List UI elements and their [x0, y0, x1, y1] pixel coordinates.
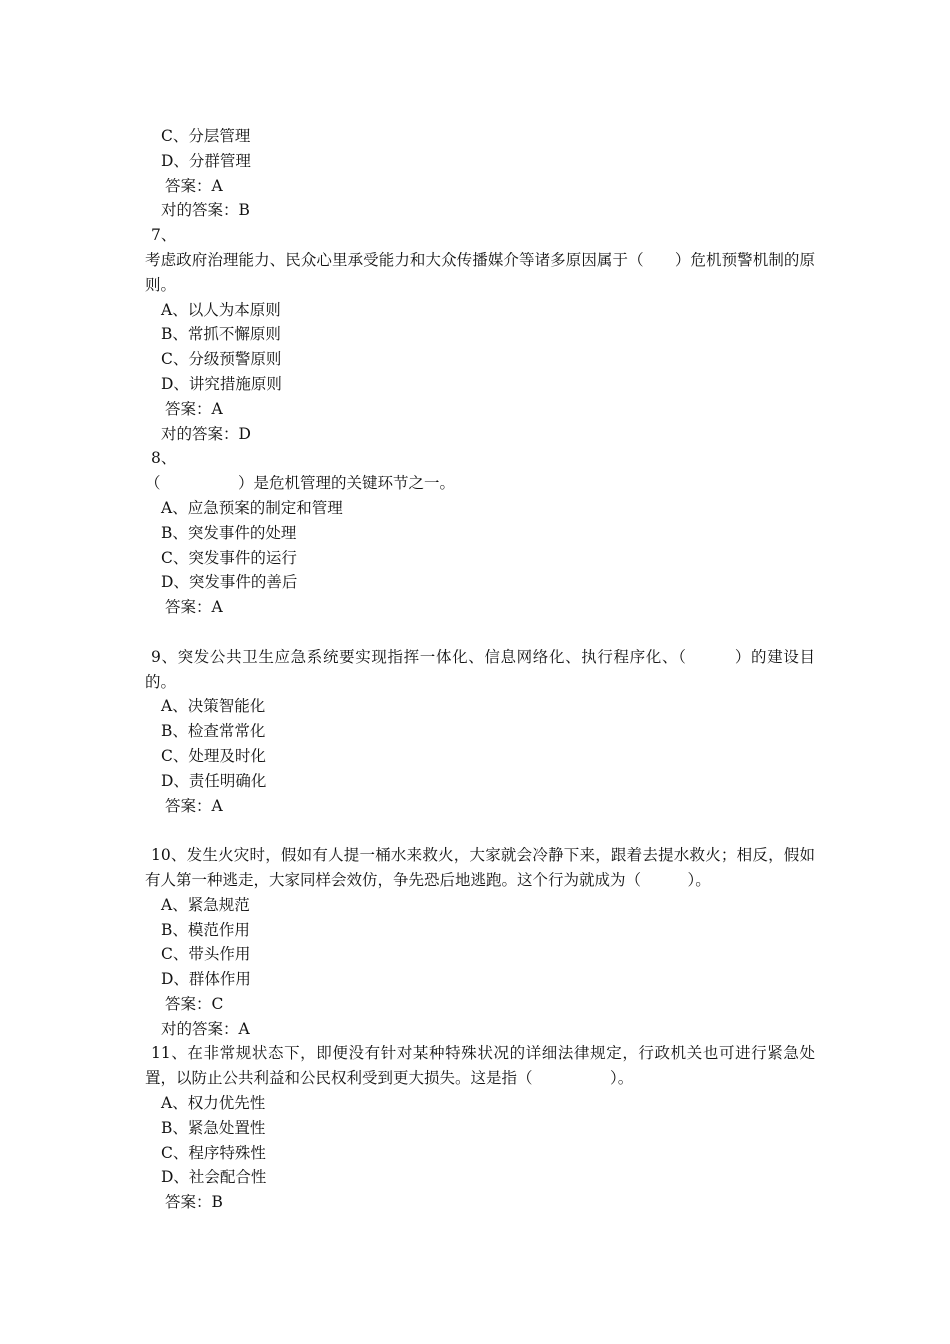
- q6-correct-answer: 对的答案：B: [161, 201, 250, 220]
- q8-option-c: C、突发事件的运行: [161, 548, 297, 567]
- q9-option-d: D、责任明确化: [161, 771, 267, 790]
- q8-option-a: A、应急预案的制定和管理: [161, 498, 343, 517]
- q7-number: 7、: [151, 226, 177, 245]
- q10-correct-answer: 对的答案：A: [161, 1019, 250, 1038]
- q7-option-c: C、分级预警原则: [161, 350, 282, 369]
- q9-option-a: A、决策智能化: [161, 697, 266, 716]
- q7-option-d: D、讲究措施原则: [161, 374, 282, 393]
- q7-correct-answer: 对的答案：D: [161, 424, 251, 443]
- q11-stem: 11、在非常规状态下，即便没有针对某种特殊状况的详细法律规定，行政机关也可进行紧急处置，以防止公共利益和公民权利受到更大损失。这是指（ ）。: [145, 1044, 815, 1088]
- q7-option-a: A、以人为本原则: [161, 300, 281, 319]
- q11-option-b: B、紧急处置性: [161, 1118, 266, 1137]
- q7-answer: 答案：A: [165, 399, 223, 418]
- q9-option-b: B、检查常常化: [161, 722, 266, 741]
- q10-option-c: C、带头作用: [161, 945, 251, 964]
- q6-option-d: D、分群管理: [161, 151, 251, 170]
- q6-option-c: C、分层管理: [161, 127, 251, 145]
- q10-option-d: D、群体作用: [161, 970, 251, 989]
- q9-stem: 9、突发公共卫生应急系统要实现指挥一体化、信息网络化、执行程序化、（ ）的建设目的。: [145, 647, 815, 691]
- document-page: [145, 124, 815, 1215]
- q9-option-c: C、处理及时化: [161, 746, 266, 765]
- q8-option-b: B、突发事件的处理: [161, 523, 297, 542]
- q6-answer: 答案：A: [165, 176, 223, 195]
- q8-option-d: D、突发事件的善后: [161, 573, 298, 592]
- q7-option-b: B、常抓不懈原则: [161, 325, 281, 344]
- q10-answer: 答案：C: [165, 994, 224, 1013]
- q8-number: 8、: [151, 449, 177, 468]
- q10-option-b: B、模范作用: [161, 920, 250, 939]
- q8-answer: 答案：A: [165, 598, 223, 617]
- q7-stem: 考虑政府治理能力、民众心里承受能力和大众传播媒介等诸多原因属于（ ）危机预警机制的原则。: [145, 250, 815, 294]
- q11-option-a: A、权力优先性: [161, 1094, 266, 1113]
- q11-option-d: D、社会配合性: [161, 1168, 267, 1187]
- q9-answer: 答案：A: [165, 796, 223, 815]
- blank-line: [145, 620, 815, 645]
- q11-option-c: C、程序特殊性: [161, 1143, 266, 1162]
- q11-answer: 答案：B: [165, 1193, 223, 1212]
- q10-option-a: A、紧急规范: [161, 895, 250, 914]
- q8-stem: （ ）是危机管理的关键环节之一。: [145, 474, 456, 493]
- blank-line: [145, 818, 815, 843]
- q10-stem: 10、发生火灾时，假如有人提一桶水来救火，大家就会冷静下来，跟着去提水救火；相反，假如有人第一种逃走，大家同样会效仿，争先恐后地逃跑。这个行为就成为（ ）。: [145, 846, 815, 889]
